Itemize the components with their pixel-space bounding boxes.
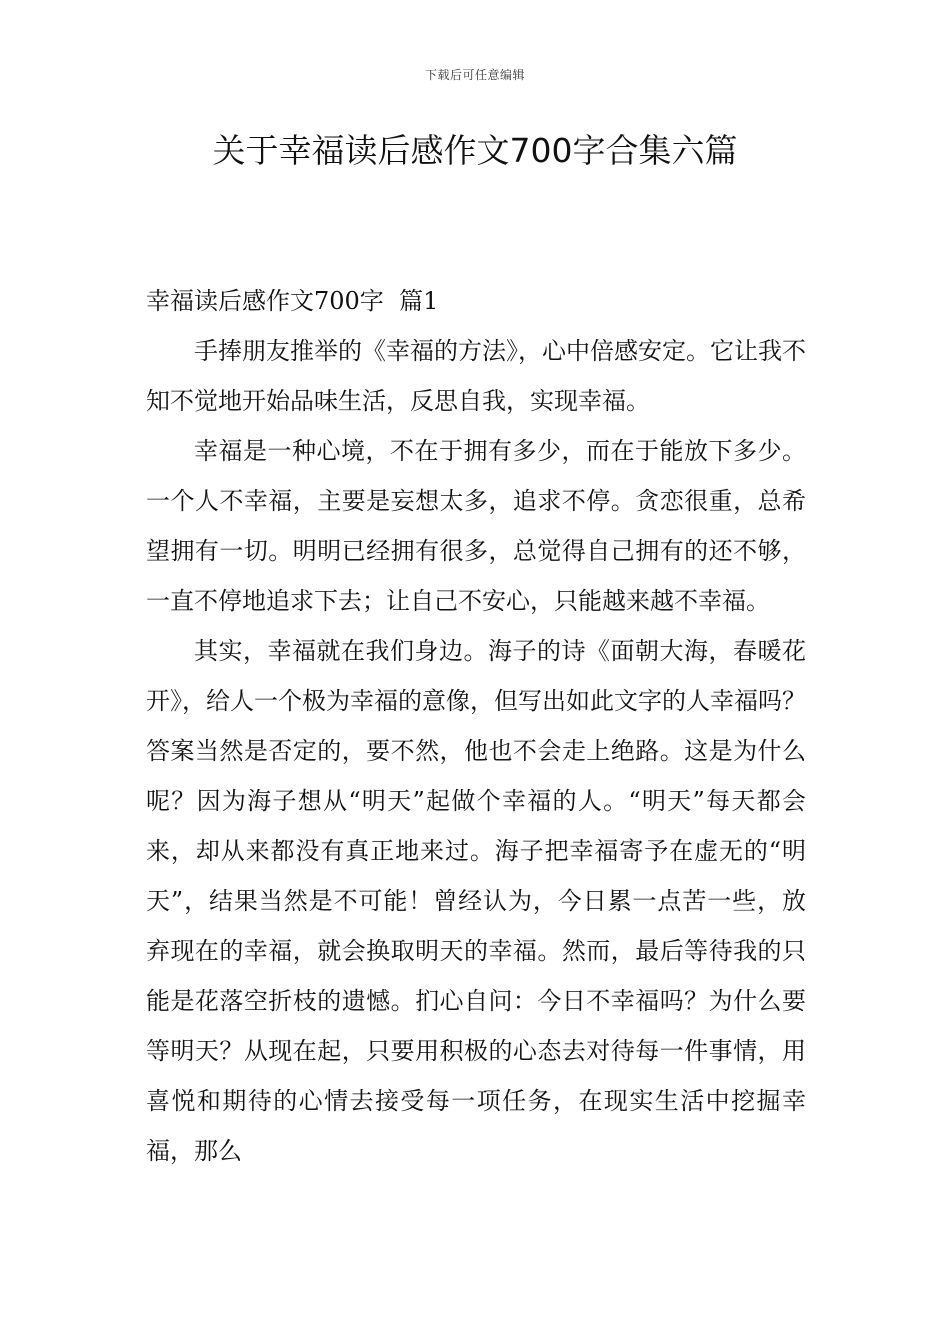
section-heading: 幸福读后感作文700字 篇1 <box>146 287 439 315</box>
header-note: 下载后可任意编辑 <box>424 68 525 82</box>
paragraph: 幸福是一种心境，不在于拥有多少，而在于能放下多少。一个人不幸福，主要是妄想太多，追求不停。贪恋很重，总希望拥有一切。明明已经拥有很多，总觉得自己拥有的还不够，一直不停地追求下去；让自己不安心，只能越来越不幸福。 <box>146 437 806 615</box>
paragraph: 手捧朋友推举的《幸福的方法》，心中倍感安定。它让我不知不觉地开始品味生活，反思自我，实现幸福。 <box>146 337 806 415</box>
document-title: 关于幸福读后感作文700字合集六篇 <box>212 131 738 170</box>
document-body <box>146 276 806 1176</box>
paragraph: 其实，幸福就在我们身边。海子的诗《面朝大海，春暖花开》，给人一个极为幸福的意像，但写出如此文字的人幸福吗？答案当然是否定的，要不然，他也不会走上绝路。这是为什么呢？因为海子想从“明天”起做个幸福的人。“明天”每天都会来，却从来都没有真正地来过。海子把幸福寄予在虚无的“明天”，结果当然是不可能！曾经认为，今日累一点苦一些，放弃现在的幸福，就会换取明天的幸福。然而，最后等待我的只能是花落空折枝的遗憾。扪心自问：今日不幸福吗？为什么要等明天？从现在起，只要用积极的心态去对待每一件事情，用喜悦和期待的心情去接受每一项任务，在现实生活中挖掘幸福，那么 <box>146 637 806 1165</box>
